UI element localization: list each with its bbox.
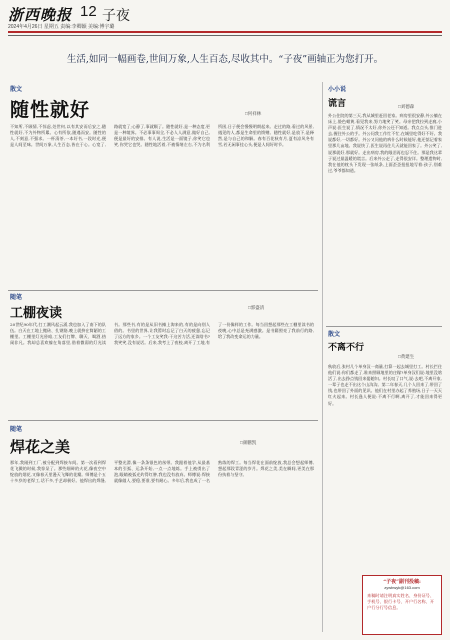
article-headline-left-mid: 工棚夜读 [10,306,63,321]
section-divider-right [326,326,442,327]
newspaper-logo: 浙西晚报 [8,6,73,24]
column-label-essay-right: 散文 [328,332,341,338]
column-label-essay-3: 随笔 [10,427,23,433]
article-body-right-top: 外公住院的第三天,我从城里赶回老家。病房里很安静,外公躺在床上,脸色蜡黄,看见我来,努力地笑了笑。母亲把我拉到走廊,小声说:医生说了,情况不太好,你外公还不知道。我点点头,推门进去,握住外公的手。外公问我工作忙不忙,在城里吃得好不好。我说都好,一切都好。外公又问他的病什么时候能好,他还惦记着家里那几亩地。我说快了,医生说再住几天就能回家了。外公笑了,说那就好,那就好。走出病房,我的眼泪再也忍不住。那是我这辈子说过最温暖的谎言。后来外公走了,走得很安详。整理遗物时,我在他的枕头下发现一张纸条,上面歪歪扭扭地写着:孩子,别难过,爷爷都知道。 [328,113,442,173]
article-body-main: 不知所,不顾情,不惊虑,处世何,以有其安而后安之,随性就好,不为外物所累。心有所依,随遇而安。随性的人,不刻意,不强求。一杯清茶,一本好书,一段时光,便是人间至味。世间万象,人生百态,皆在于心。心宽了,路就宽了;心静了,事就顺了。随性就好,是一种态度,更是一种境界。不必事事周全,不必人人满意,做好自己,便是最好的安排。有人说,生活是一面镜子,你笑它也笑,你哭它也哭。随性地活着,不被情绪左右,不为名利所困,日子便会慢慢明朗起来。走过的路,看过的风景,遇见的人,都是生命里的馈赠。随性就好,是放下,是释然,是与自己的和解。春有百花秋有月,夏有凉风冬有雪,若无闲事挂心头,便是人间好时节。 [10,124,314,148]
article-headline-right-mid: 不离不行 [328,343,365,353]
submission-promo-box [362,575,442,635]
article-byline-right-mid: □黄建生 [398,354,415,359]
section-tagline: 生活,如同一幅画卷,世间万象,人生百态,尽收其中。“子夜”画轴正为您打开。 [66,54,384,65]
masthead-dark-rule [8,35,442,36]
article-headline-left-bottom: 焊花之美 [10,438,71,456]
masthead [8,4,442,34]
masthead-red-rule [8,31,442,33]
article-byline-right-top: □刘德森 [398,104,415,109]
column-label-essay-2: 随笔 [10,295,23,301]
promo-body: 来稿时请注明真实姓名、身份证号、手机号、银行卡号、开户行名称、开户行分行号信息。 [367,593,435,610]
section-divider [8,290,318,291]
article-byline-main: □何祥林 [245,111,262,116]
article-byline-left-bottom: □颜鹏凯 [240,440,257,445]
column-divider [322,82,323,632]
column-label-short-story: 小小说 [328,87,347,93]
promo-email[interactable]: zywbwyk@163.com [384,585,420,590]
article-body-left-mid: 20世纪90年代,打工潮风起云涌,我也加入了南下的队伍。白天在工地上搬砖、扎钢筋,晚上就挤在简陋的工棚里。工棚里灯光昏暗,工友们打牌、聊天、喝酒,热闹非凡。我却总喜欢躲在角落里,借着微弱的灯光读书。那些书,有的是从旧书摊上淘来的,有的是向别人借的。书里的世界,让我暂时忘记了白天的疲惫,忘记了远方的家乡。一个工友笑我:干这苦力活,还读啥书?我笑笑,没有说话。后来,我考上了夜校,离开了工地,有了一份像样的工作。每当回想起那些在工棚里读书的夜晚,心中总是充满感激。是书籍照亮了我前行的路,给了我改变命运的力量。 [10,322,314,346]
dateline: 2024年4月26日 星期五 责编:李卿颖 美编:傅宇璐 [8,24,115,30]
page-number: 12 [80,3,97,20]
promo-title: “子夜”副刊投稿: [383,579,421,585]
section-title: 子夜 [102,8,130,24]
article-headline-main: 随性就好 [10,99,91,121]
article-body-right-mid: 秋收后,张村几个单身汉一商量,打算一起去城里打工。村长拦住他们说:你们都走了,谁来照顾地里的庄稼?单身汉们说:地里没啥活了,出去挣点钱回来娶媳妇。村长叹了口气,说:去吧,不离开家,一辈子也走不出这个山沟沟。第二年春天,几个人回来了,带回了钱,也带回了外面的见识。他们在村里办起了养殖场,日子一天天红火起来。村长逢人便说:不离不行啊,离开了,才能回来得更好。 [328,364,442,406]
article-byline-left-mid: □郭盛清 [248,305,265,310]
column-label-essay: 散文 [10,87,23,93]
article-body-left-bottom: 那年,我刚到工厂,被分配到焊接车间。第一次看到焊花飞溅的时候,我惊呆了。那些细碎的火花,像夜空中绽放的烟花,又像春天里漫天飞舞的花瓣。师傅是个五十多岁的老焊工,话不多,手艺却极好。他焊出的焊缝,平整光滑,像一条条银色的丝带。我跟着他学,从最基本的引弧、运条开始,一点一点地练。手上被烫出了泡,眼睛被弧光灼得红肿,我也没有放弃。师傅说:焊接就像做人,要稳,要准,要有耐心。多年后,我也成了一名熟练的焊工。每当焊花在面前绽放,我总会想起师傅,想起那段青涩的岁月。焊花之美,美在瞬间,更美在那份执着与坚守。 [10,460,314,484]
section-divider-2 [8,420,318,421]
article-headline-right-top: 谎言 [328,99,347,109]
